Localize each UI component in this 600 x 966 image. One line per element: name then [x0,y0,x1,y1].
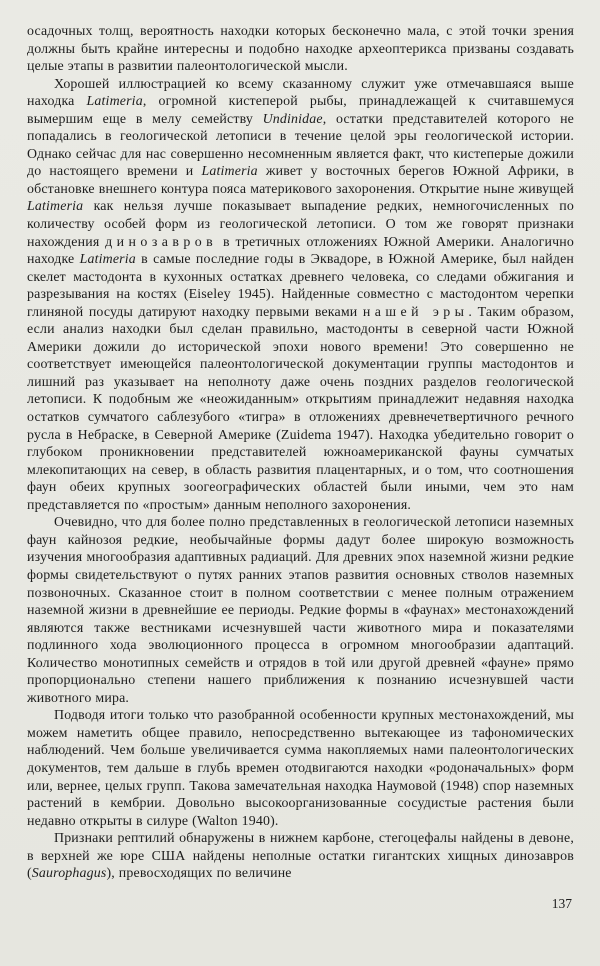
text-run: Очевидно, что для более полно представленных в геологической летописи наземных фаун кайнозоя редкие, необычайные формы дадут более широкую возможность изучения многообразия адаптивных радиаций. Для древних эпох наземной жизни редкие формы свидетельствуют о путях ранних этапов развития основных стволов наземных позвоночных. Сказанное стоит в полном соответствии с менее полным отражением наземной жизни в древнейшие ее периоды. Редкие формы в «фаунах» местонахождений являются также вестниками исчезнувшей части животного мира и показателями подлинного хода эволюционного процесса в огромном многообразии адаптаций. Количество монотипных семейств и отрядов в той или другой древней «фауне» прямо пропорционально степени нашего приближения к познанию исчезнувшей части животного мира. [27,515,574,706]
text-run: осадочных толщ, вероятность находки которых бесконечно мала, с этой точки зрения должны быть крайне интересны и подобно находке археоптерикса призваны создавать целые этапы в развитии палеонтологической мысли. [27,24,574,75]
latin-name: Latimeria [27,199,84,215]
paragraph-3 [27,514,574,707]
text-run: ), превосходящих по величине [106,866,292,882]
paragraph-2 [27,76,574,515]
paragraph-4 [27,707,574,830]
text-run: , огромной кистеперой рыбы, принадлежащей к считавшемуся вымершим еще в мелу семейству [27,94,575,127]
paragraph-1 [27,23,574,76]
text-run: живет у восточных берегов Южной Африки, в обстановке внешнего контура пояса материкового захоронения. Открытие ныне живущей [27,164,574,197]
emphasized-term: нашей эры [362,304,469,320]
page-number: 137 [551,895,572,911]
text-run: Признаки рептилий обнаружены в нижнем карбоне, стегоцефалы найдены в девоне, в верхней же юре США найдены неполные остатки гигантских хищных динозавров ( [27,831,574,882]
emphasized-term: динозавров [105,234,218,250]
text-run: в третичных отложениях Южной Америки. Аналогично находке [27,234,574,268]
latin-name: Latimeria [201,164,258,180]
text-run: , остатки представителей которого не попадались в геологической летописи в течение целой эры геологической истории. Однако сейчас для нас совершенно несомненным является факт, что кистеперые дожили до настоящего времени и [27,111,574,180]
page-text [27,23,574,883]
latin-name: Latimeria [79,252,136,268]
text-run: . Таким образом, если анализ находки был сделан правильно, мастодонты в северной части Южной Америки дожили до исторической эпохи нового времени! Это совершенно не соответствует имеющейся палеонтологической документации группы мастодонтов и лишний раз указывает на неполноту даже очень поздних разделов геологической летописи. К подобным же «неожиданным» открытиям принадлежит недавняя находка остатков сумчатого саблезубого «тигра» в отложениях древнечетвертичного речного русла в Небраске, в Северной Америке (Zuidema 1947). Находка убедительно говорит о глубоком проникновении представителей южноамериканской фауны сумчатых млекопитающих на север, в область развития плацентарных, и о том, что соотношения фаун обеих крупных зоогеографических областей были иными, чем это нам представляется по «простым» данным неполного захоронения. [27,304,574,513]
text-run: как нельзя лучше показывает выпадение редких, немногочисленных по количеству особей форм из геологической летописи. О том же говорят признаки нахождения [27,199,574,250]
latin-name: Latimeria [86,94,143,110]
text-run: в самые последние годы в Эквадоре, в Южной Америке, был найден скелет мастодонта в кухонных остатках древнего человека, со следами обжигания и разрезывания на костях (Eiseley 1945). Найденные совместно с мастодонтом черепки глиняной посуды датируют находку первыми веками [27,252,575,320]
text-run: Хорошей иллюстрацией ко всему сказанному служит уже отмечавшаяся выше находка [27,76,574,110]
text-run: Подводя итоги только что разобранной особенности крупных местонахождений, мы можем наметить общее правило, непосредственно вытекающее из тафономических наблюдений. Чем больше увеличивается сумма накопляемых нами палеонтологических документов, тем дальше в глубь времен отодвигаются находки «родоначальных» форм или, вернее, целых групп. Такова замечательная находка Наумовой (1948) спор наземных растений в кембрии. Довольно высокоорганизованные сосудистые растения были недавно открыты в силуре (Walton 1940). [27,708,574,829]
paragraph-5 [27,830,574,883]
latin-name: Undinidae [262,111,323,127]
latin-name: Saurophagus [31,866,107,882]
